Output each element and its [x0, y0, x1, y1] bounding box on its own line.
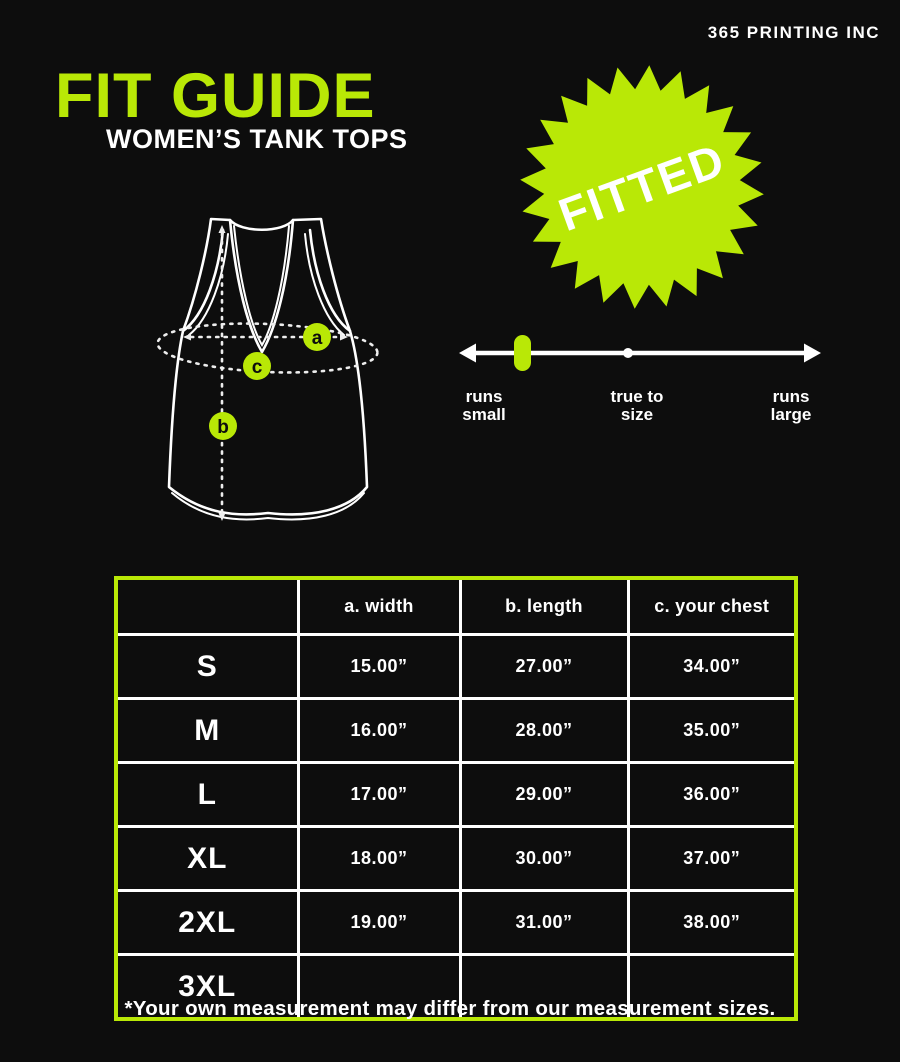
chest-value: 37.00”	[628, 827, 796, 891]
tank-top-illustration	[120, 188, 420, 558]
length-value: 31.00”	[460, 891, 628, 955]
fit-position-marker	[514, 335, 531, 371]
size-label: 3XL	[116, 955, 298, 1020]
header-chest: c. your chest	[628, 578, 796, 635]
length-value: 27.00”	[460, 635, 628, 699]
table-row	[116, 635, 796, 699]
fit-scale	[448, 318, 832, 382]
length-value: 30.00”	[460, 827, 628, 891]
size-label: L	[116, 763, 298, 827]
header-width: a. width	[298, 578, 460, 635]
scale-right-arrowhead-icon	[804, 344, 821, 363]
racerback-scoop	[230, 220, 293, 352]
size-table	[114, 576, 798, 1021]
size-label: XL	[116, 827, 298, 891]
up-arrowhead-icon	[219, 225, 226, 233]
table-row	[116, 891, 796, 955]
true-to-size-tick	[623, 348, 633, 358]
fit-scale-axis	[448, 318, 832, 382]
marker-a-label: a	[311, 328, 323, 349]
size-label: M	[116, 699, 298, 763]
racerback-trim	[234, 226, 289, 345]
left-arrowhead-icon	[183, 334, 191, 341]
length-value: 28.00”	[460, 699, 628, 763]
chest-value: 38.00”	[628, 891, 796, 955]
page-subtitle: WOMEN’S TANK TOPS	[106, 124, 408, 154]
width-value: 19.00”	[298, 891, 460, 955]
table-row	[116, 699, 796, 763]
header-length: b. length	[460, 578, 628, 635]
scale-left-arrowhead-icon	[459, 344, 476, 363]
width-value: 17.00”	[298, 763, 460, 827]
scale-label-runs-large: runs large	[770, 387, 812, 424]
chest-value: 36.00”	[628, 763, 796, 827]
width-value: 16.00”	[298, 699, 460, 763]
size-label: 2XL	[116, 891, 298, 955]
size-label: S	[116, 635, 298, 699]
marker-b-label: b	[217, 417, 229, 438]
width-value: 18.00”	[298, 827, 460, 891]
starburst-icon	[517, 62, 767, 312]
length-value: 29.00”	[460, 763, 628, 827]
page-title: FIT GUIDE	[55, 61, 376, 131]
scale-label-runs-small: runs small	[462, 387, 506, 424]
table-row	[116, 763, 796, 827]
marker-c-label: c	[251, 357, 263, 378]
chest-value: 34.00”	[628, 635, 796, 699]
measurement-disclaimer: *Your own measurement may differ from our measurement sizes.	[124, 997, 776, 1020]
chest-value: 35.00”	[628, 699, 796, 763]
table-row	[116, 827, 796, 891]
width-value: 15.00”	[298, 635, 460, 699]
table-header-row	[116, 578, 796, 635]
header-size	[116, 578, 298, 635]
brand-name: 365 PRINTING INC	[707, 23, 880, 42]
scale-label-true-to-size: true to size	[610, 387, 664, 424]
fitted-badge	[517, 62, 767, 312]
tank-top-diagram	[120, 188, 420, 558]
badge-label: FITTED	[551, 132, 733, 242]
